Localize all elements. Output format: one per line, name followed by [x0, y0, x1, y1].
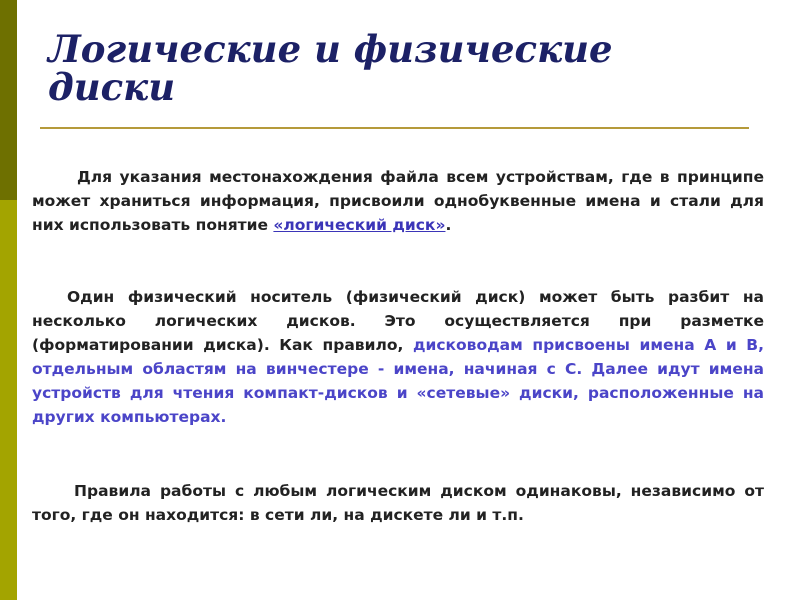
slide-title — [48, 27, 748, 109]
paragraph3-text: Правила работы с любым логическим диском одинаковы, независимо от того, где он находится: в сети ли, на дискете ли и т.п. — [32, 482, 764, 524]
paragraph1-end: . — [445, 216, 452, 234]
logical-disk-link[interactable]: «логический диск» — [273, 216, 446, 234]
paragraph-physical-disk — [32, 285, 764, 429]
paragraph-logical-disk — [32, 165, 764, 237]
slide-title-line1: Логические и физические — [48, 27, 613, 71]
sidebar-bar-light — [0, 200, 17, 600]
sidebar-bar-dark — [0, 0, 17, 200]
paragraph-rules — [32, 479, 764, 527]
slide-title-line2: диски — [48, 65, 176, 109]
paragraph2-highlight: дисководам присвоены имена А и В, отдельным областям на винчестере - имена, начиная с С. Далее идут имена устройств для чтения компакт-дисков и «сетевые» диски, расположенные на других компьютерах. — [32, 336, 764, 426]
paragraph2-text: Один физический носитель (физический диск) может быть разбит на несколько логических дисков. Это осуществляется при разметке (форматировании диска). Как правило, — [32, 288, 764, 354]
title-divider — [40, 127, 749, 129]
paragraph1-text: Для указания местонахождения файла всем устройствам, где в принципе может храниться информация, присвоили однобуквенные имена и стали для них использовать понятие — [32, 168, 764, 234]
